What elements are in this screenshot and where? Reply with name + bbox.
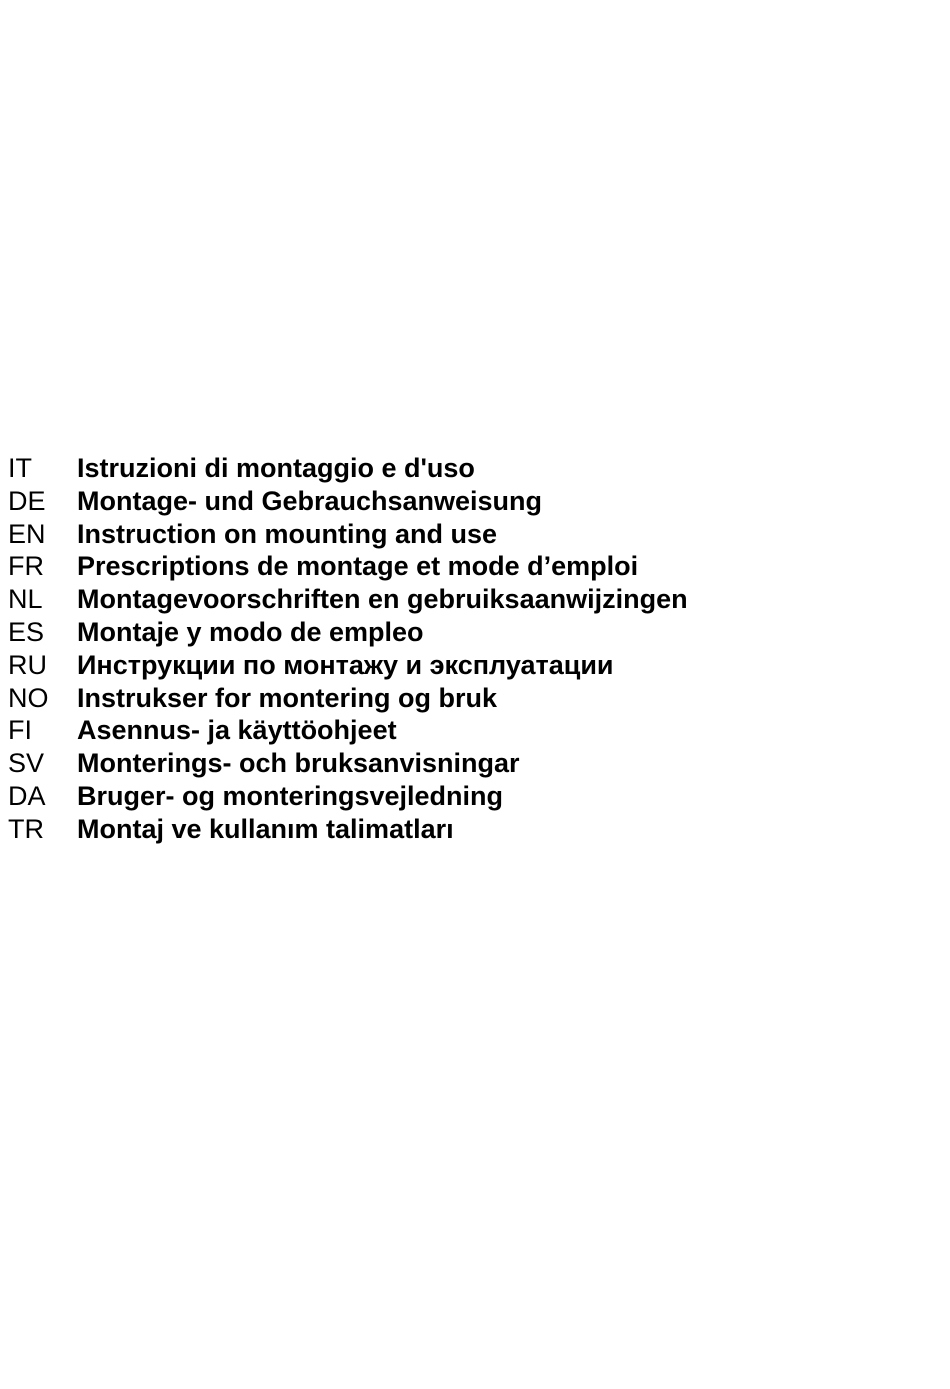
language-row-fr bbox=[8, 550, 688, 583]
language-title: Asennus- ja käyttöohjeet bbox=[77, 715, 397, 746]
language-title: Инструкции по монтажу и эксплуатации bbox=[77, 649, 614, 680]
language-code: FI bbox=[8, 715, 32, 746]
language-code: FR bbox=[8, 551, 44, 582]
language-title: Montage- und Gebrauchsanweisung bbox=[77, 485, 543, 516]
language-row-tr bbox=[8, 813, 688, 846]
language-row-es bbox=[8, 616, 688, 649]
language-title: Instrukser for montering og bruk bbox=[77, 682, 498, 713]
language-title: Bruger- og monteringsvejledning bbox=[77, 780, 504, 811]
language-title: Istruzioni di montaggio e d'uso bbox=[77, 453, 475, 483]
language-row-en bbox=[8, 518, 688, 551]
language-row-fi bbox=[8, 714, 688, 747]
language-code: EN bbox=[8, 518, 46, 549]
language-code: NL bbox=[8, 584, 43, 615]
language-code: IT bbox=[8, 453, 32, 483]
language-code: DE bbox=[8, 485, 46, 516]
language-code: NO bbox=[8, 682, 49, 713]
language-row-nl bbox=[8, 583, 688, 616]
language-row-ru bbox=[8, 649, 688, 682]
language-title: Instruction on mounting and use bbox=[77, 518, 497, 549]
language-code: SV bbox=[8, 748, 45, 779]
language-row-sv bbox=[8, 747, 688, 780]
language-title: Montaj ve kullanım talimatları bbox=[77, 813, 454, 844]
language-title: Monterings- och bruksanvisningar bbox=[77, 748, 520, 779]
language-row-de bbox=[8, 485, 688, 518]
language-row-da bbox=[8, 780, 688, 813]
language-code: RU bbox=[8, 649, 47, 680]
language-title: Prescriptions de montage et mode d’emploi bbox=[77, 551, 639, 582]
language-title: Montaje y modo de empleo bbox=[77, 616, 424, 647]
language-code: TR bbox=[8, 813, 44, 844]
language-row-it bbox=[8, 452, 688, 485]
language-list bbox=[8, 452, 688, 846]
language-title: Montagevoorschriften en gebruiksaanwijzingen bbox=[77, 584, 688, 615]
language-code: DA bbox=[8, 780, 46, 811]
language-code: ES bbox=[8, 616, 45, 647]
language-row-no bbox=[8, 682, 688, 715]
